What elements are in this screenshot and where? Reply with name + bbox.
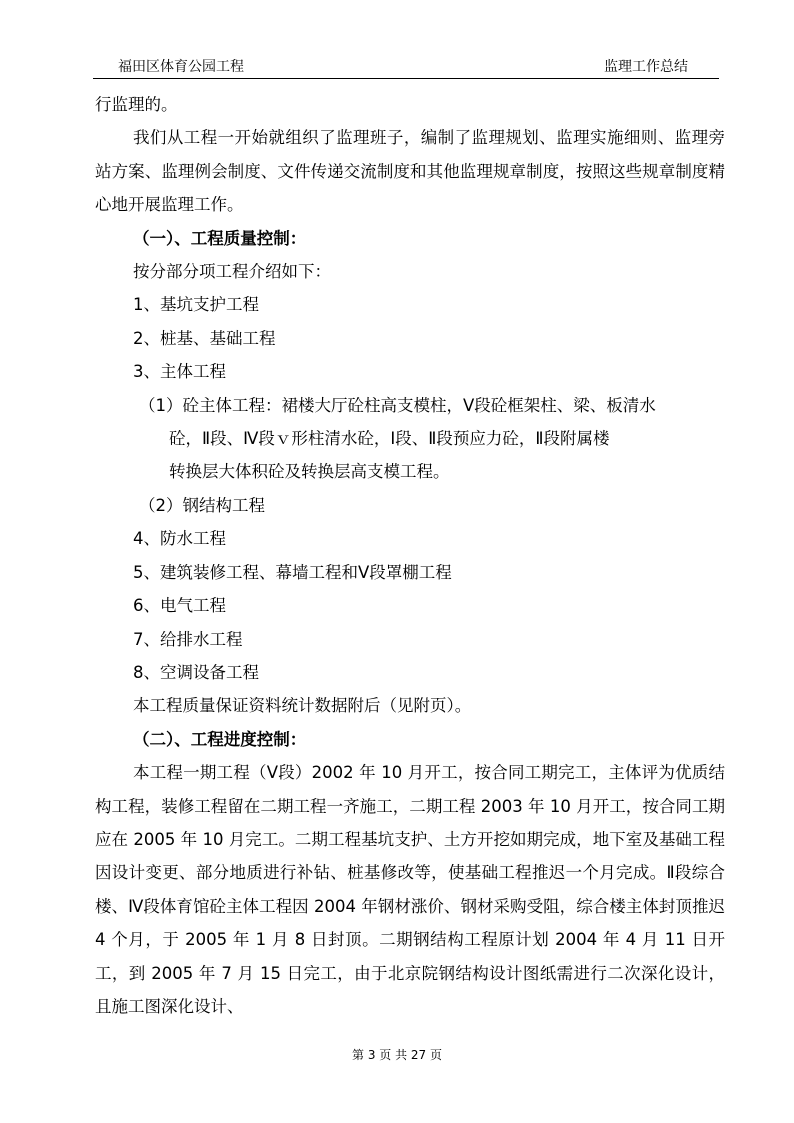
sub-item-concrete-line1: （1）砼主体工程：裙楼大厅砼柱高支模柱，Ⅴ段砼框架柱、梁、板清水	[139, 395, 656, 415]
section-progress-title: （二）、工程进度控制：	[133, 729, 307, 749]
section-quality-lead: 按分部分项工程介绍如下：	[133, 262, 331, 282]
document-body	[95, 88, 725, 1023]
list-item: 1、基坑支护工程	[133, 295, 259, 315]
sub-item-steel: （2）钢结构工程	[139, 495, 265, 515]
continued-line: 行监理的。	[95, 95, 178, 114]
header-doc-title: 监理工作总结	[604, 59, 688, 75]
header-divider	[93, 78, 719, 79]
intro-paragraph: 我们从工程一开始就组织了监理班子，编制了监理规划、监理实施细则、监理旁站方案、监理例会制度、文件传递交流制度和其他监理规章制度，按照这些规章制度精心地开展监理工作。	[95, 128, 725, 215]
list-item: 2、桩基、基础工程	[133, 328, 276, 348]
list-item: 8、空调设备工程	[133, 662, 259, 682]
appendix-note: 本工程质量保证资料统计数据附后（见附页）。	[133, 696, 472, 716]
list-item: 6、电气工程	[133, 596, 226, 616]
list-item: 3、主体工程	[133, 362, 226, 382]
section-quality-title: （一）、工程质量控制：	[133, 228, 307, 248]
list-item: 4、防水工程	[133, 529, 226, 549]
sub-item-concrete-line3: 转换层大体积砼及转换层高支模工程。	[169, 462, 450, 482]
list-item: 7、给排水工程	[133, 629, 243, 649]
progress-paragraph: 本工程一期工程（Ⅴ段）2002 年 10 月开工，按合同工期完工，主体评为优质结构工程，装修工程留在二期工程一齐施工，二期工程 2003 年 10 月开工，按合同工期应在 2005 年 10 月完工。二期工程基坑支护、土方开挖如期完成，地下室及基础工程因设计变更、部分地质进行补钻、桩基修改等，使基础工程推迟一个月完成。Ⅱ段综合楼、Ⅳ段体育馆砼主体工程因 2004 年钢材涨价、钢材采购受阻，综合楼主体封顶推迟 4 个月，于 2005 年 1 月 8 日封顶。二期钢结构工程原计划 2004 年 4 月 11 日开工，到 2005 年 7 月 15 日完工，由于北京院钢结构设计图纸需进行二次深化设计，且施工图深化设计、	[95, 763, 725, 1016]
page-number: 第 3 页 共 27 页	[352, 1048, 442, 1062]
sub-item-concrete-line2: 砼，Ⅱ段、Ⅳ段ｖ形柱清水砼，Ⅰ段、Ⅱ段预应力砼，Ⅱ段附属楼	[169, 429, 610, 449]
list-item: 5、建筑装修工程、幕墙工程和Ⅴ段罩棚工程	[133, 562, 452, 582]
header-project-name: 福田区体育公园工程	[118, 59, 244, 75]
